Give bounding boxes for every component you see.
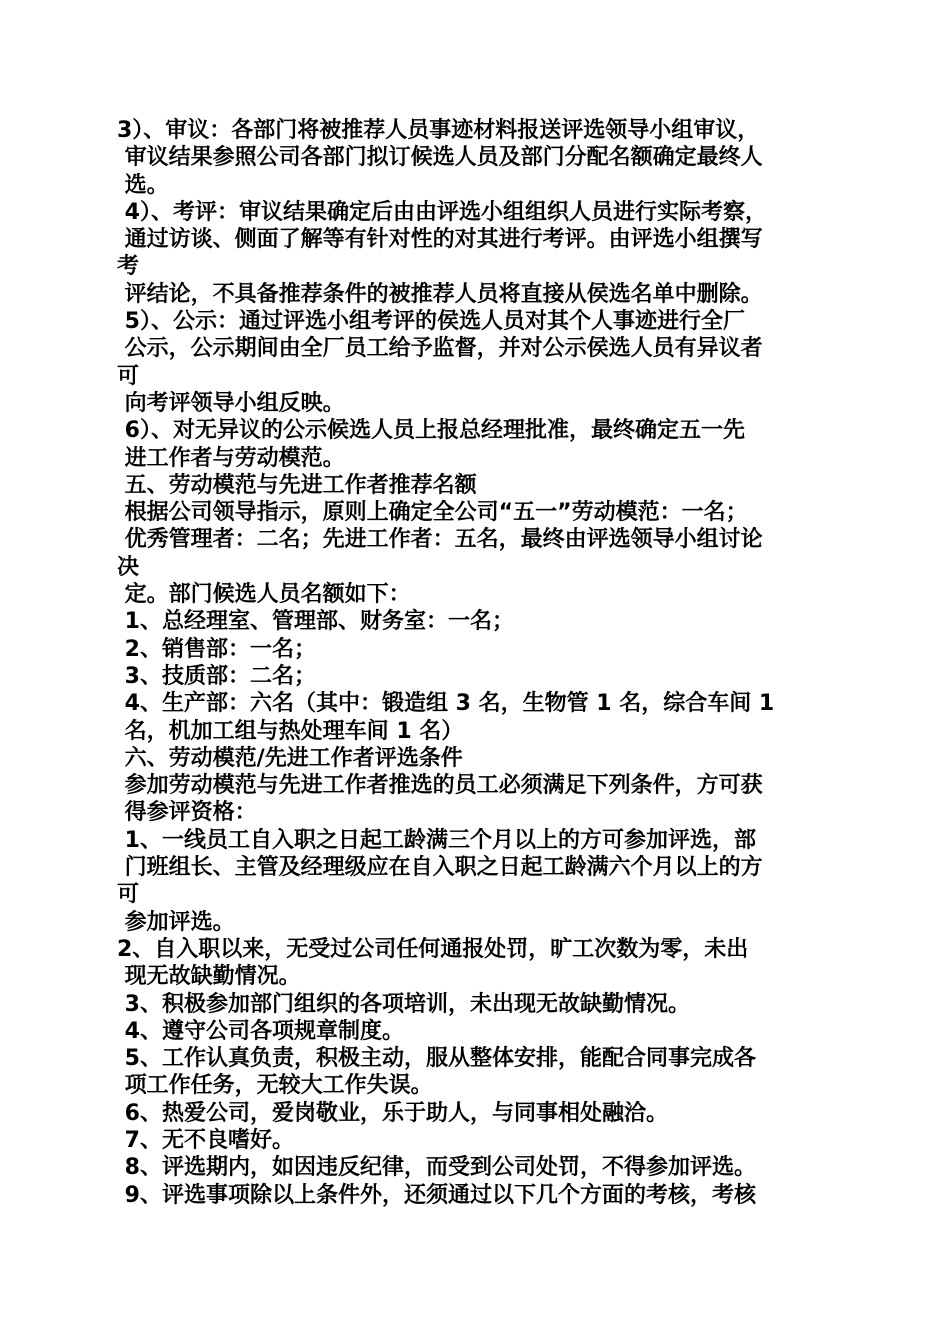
text-line: 评结论，不具备推荐条件的被推荐人员将直接从侯选名单中删除。 [117, 281, 763, 307]
text-line: 决 [117, 554, 140, 580]
text-line: 名，机加工组与热处理车间 1 名） [117, 718, 464, 744]
text-line: 根据公司领导指示，原则上确定全公司“五一”劳动模范：一名； [117, 500, 748, 526]
text-line: 3、积极参加部门组织的各项培训，未出现无故缺勤情况。 [117, 991, 690, 1017]
text-line: 优秀管理者：二名；先进工作者：五名，最终由评选领导小组讨论 [117, 527, 763, 553]
text-line: 2、销售部：一名； [117, 636, 316, 662]
text-line: 6）、对无异议的公示候选人员上报总经理批准，最终确定五一先 [117, 418, 745, 444]
text-line: 项工作任务，无较大工作失误。 [117, 1073, 433, 1099]
text-line: 参加评选。 [117, 909, 235, 935]
text-line: 5）、公示：通过评选小组考评的侯选人员对其个人事迹进行全厂 [117, 309, 745, 335]
text-line: 考 [117, 254, 140, 280]
text-line: 2、自入职以来，无受过公司任何通报处罚，旷工次数为零，未出 [117, 936, 749, 962]
text-line: 选。 [117, 172, 169, 198]
text-line: 6、热爱公司，爱岗敬业，乐于助人，与同事相处融洽。 [117, 1100, 668, 1126]
text-line: 公示，公示期间由全厂员工给予监督，并对公示侯选人员有异议者 [117, 336, 763, 362]
text-line: 3）、审议：各部门将被推荐人员事迹材料报送评选领导小组审议， [117, 118, 760, 143]
text-line: 参加劳动模范与先进工作者推选的员工必须满足下列条件，方可获 [117, 773, 763, 799]
text-line: 向考评领导小组反映。 [117, 390, 345, 416]
text-line: 3、技质部：二名； [117, 663, 316, 689]
text-line: 4）、考评：审议结果确定后由由评选小组组织人员进行实际考察， [117, 199, 767, 225]
text-line: 可 [117, 882, 140, 908]
text-line: 进工作者与劳动模范。 [117, 445, 345, 471]
text-line: 现无故缺勤情况。 [117, 964, 301, 990]
text-line: 门班组长、主管及经理级应在自入职之日起工龄满六个月以上的方 [117, 855, 763, 881]
text-line: 得参评资格： [117, 800, 257, 826]
text-line: 5、工作认真负责，积极主动，服从整体安排，能配合同事完成各 [117, 1046, 756, 1072]
text-line: 4、遵守公司各项规章制度。 [117, 1018, 404, 1044]
text-line: 1、一线员工自入职之日起工龄满三个月以上的方可参加评选，部 [117, 827, 756, 853]
text-line: 8、评选期内，如因违反纪律，而受到公司处罚，不得参加评选。 [117, 1155, 756, 1181]
text-line: 1、总经理室、管理部、财务室：一名； [117, 609, 514, 635]
text-line: 9、评选事项除以上条件外，还须通过以下几个方面的考核，考核 [117, 1182, 756, 1208]
text-line: 审议结果参照公司各部门拟订候选人员及部门分配名额确定最终人 [117, 145, 763, 171]
document-body [117, 117, 827, 1209]
text-line: 六、劳动模范/先进工作者评选条件 [117, 745, 463, 771]
text-line: 通过访谈、侧面了解等有针对性的对其进行考评。由评选小组撰写 [117, 227, 763, 253]
text-line: 五、劳动模范与先进工作者推荐名额 [117, 472, 477, 498]
text-line: 4、生产部：六名（其中：锻造组 3 名，生物管 1 名，综合车间 1 [117, 691, 775, 717]
text-line: 7、无不良嗜好。 [117, 1127, 294, 1153]
text-line: 可 [117, 363, 140, 389]
text-line: 定。部门候选人员名额如下： [117, 582, 411, 608]
